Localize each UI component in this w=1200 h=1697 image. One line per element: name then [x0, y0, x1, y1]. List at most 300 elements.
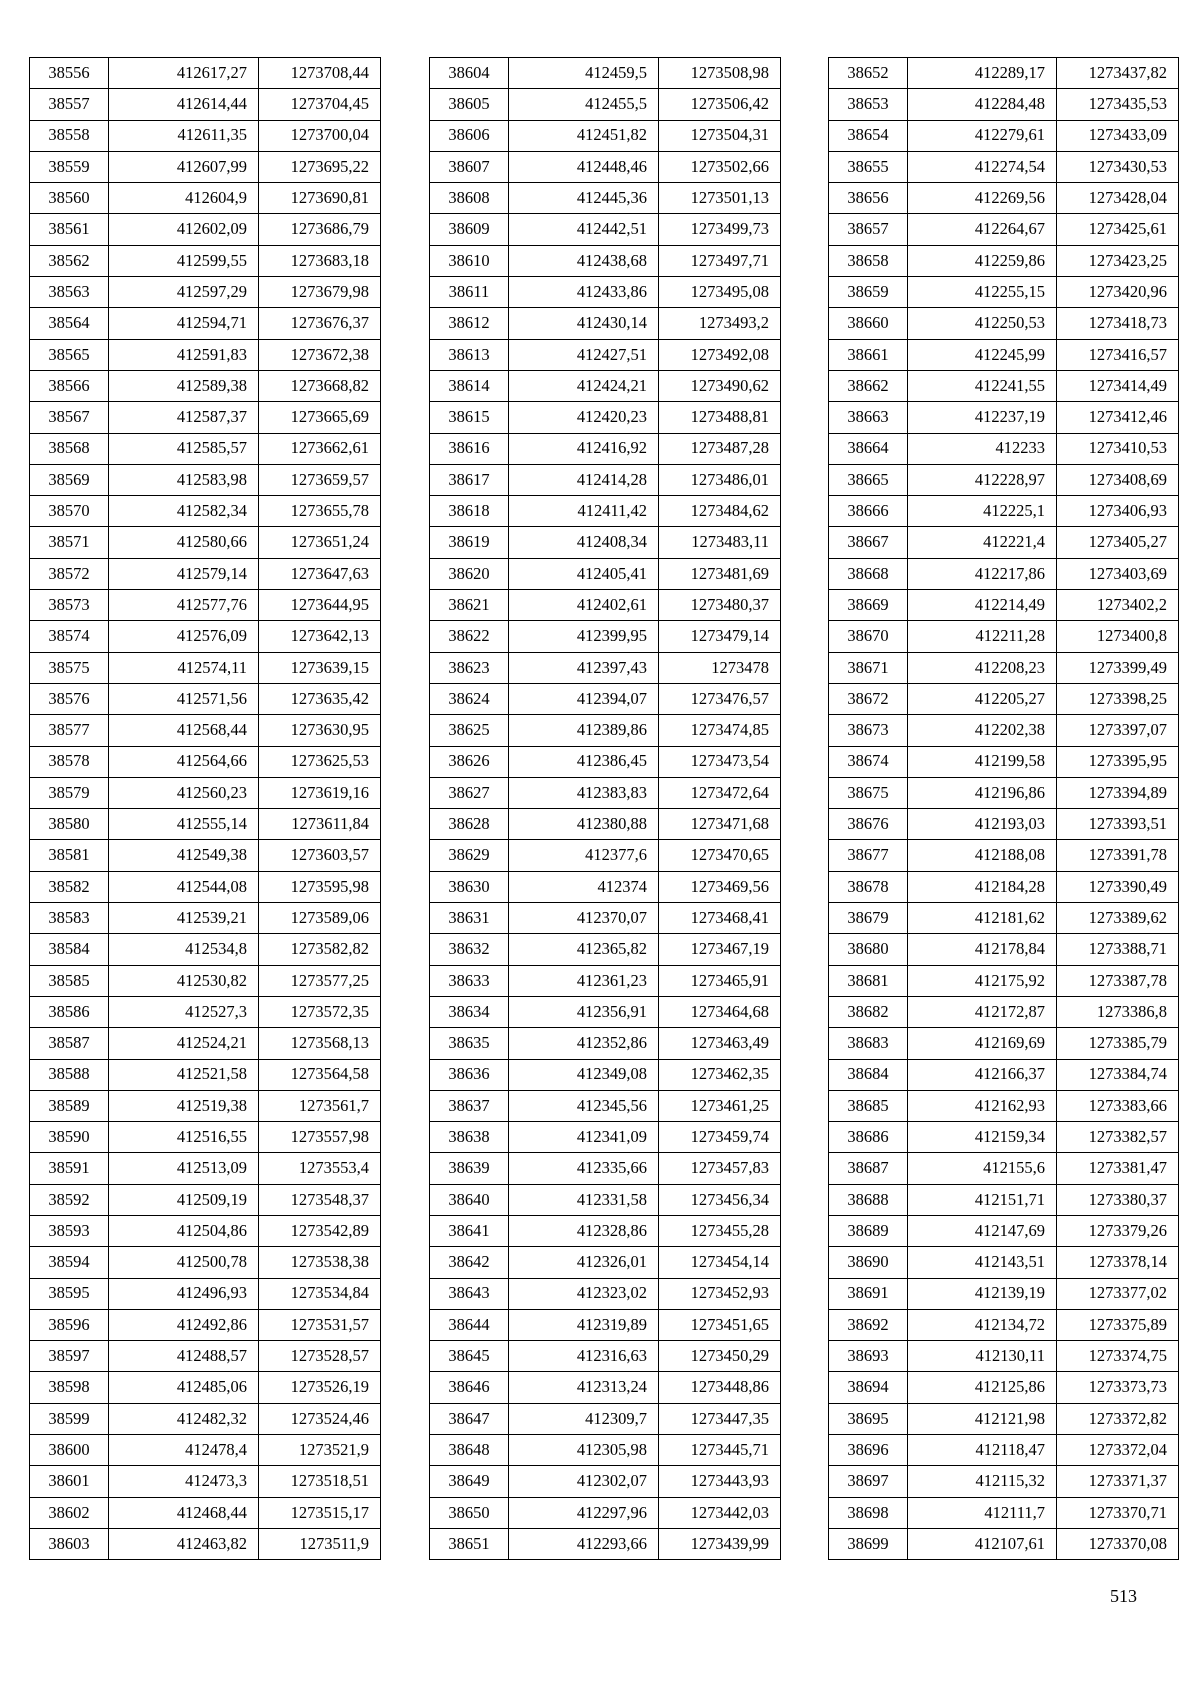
x-coordinate-cell: 412614,44 — [109, 89, 259, 120]
point-number-cell: 38685 — [829, 1090, 908, 1121]
x-coordinate-cell: 412594,71 — [109, 308, 259, 339]
coordinates-table-1 — [29, 57, 381, 1560]
table-row — [829, 652, 1179, 683]
y-coordinate-cell: 1273463,49 — [659, 1028, 781, 1059]
table-row — [30, 1278, 381, 1309]
point-number-cell: 38696 — [829, 1435, 908, 1466]
table-row — [829, 464, 1179, 495]
y-coordinate-cell: 1273644,95 — [259, 590, 381, 621]
point-number-cell: 38675 — [829, 777, 908, 808]
y-coordinate-cell: 1273454,14 — [659, 1247, 781, 1278]
y-coordinate-cell: 1273708,44 — [259, 58, 381, 89]
y-coordinate-cell: 1273442,03 — [659, 1497, 781, 1528]
table-row — [829, 1028, 1179, 1059]
x-coordinate-cell: 412143,51 — [908, 1247, 1057, 1278]
x-coordinate-cell: 412319,89 — [509, 1309, 659, 1340]
table-row — [430, 151, 781, 182]
point-number-cell: 38697 — [829, 1466, 908, 1497]
y-coordinate-cell: 1273461,25 — [659, 1090, 781, 1121]
x-coordinate-cell: 412560,23 — [109, 777, 259, 808]
x-coordinate-cell: 412577,76 — [109, 590, 259, 621]
x-coordinate-cell: 412121,98 — [908, 1403, 1057, 1434]
table-row — [30, 903, 381, 934]
point-number-cell: 38568 — [30, 433, 109, 464]
x-coordinate-cell: 412445,36 — [509, 183, 659, 214]
x-coordinate-cell: 412217,86 — [908, 558, 1057, 589]
y-coordinate-cell: 1273686,79 — [259, 214, 381, 245]
table-row — [829, 1215, 1179, 1246]
point-number-cell: 38601 — [30, 1466, 109, 1497]
y-coordinate-cell: 1273398,25 — [1057, 683, 1179, 714]
point-number-cell: 38639 — [430, 1153, 509, 1184]
y-coordinate-cell: 1273497,71 — [659, 245, 781, 276]
point-number-cell: 38589 — [30, 1090, 109, 1121]
x-coordinate-cell: 412433,86 — [509, 277, 659, 308]
y-coordinate-cell: 1273603,57 — [259, 840, 381, 871]
x-coordinate-cell: 412228,97 — [908, 464, 1057, 495]
y-coordinate-cell: 1273470,65 — [659, 840, 781, 871]
table-row — [430, 1090, 781, 1121]
x-coordinate-cell: 412345,56 — [509, 1090, 659, 1121]
y-coordinate-cell: 1273676,37 — [259, 308, 381, 339]
point-number-cell: 38672 — [829, 683, 908, 714]
point-number-cell: 38567 — [30, 402, 109, 433]
point-number-cell: 38621 — [430, 590, 509, 621]
point-number-cell: 38614 — [430, 370, 509, 401]
table-row — [30, 558, 381, 589]
x-coordinate-cell: 412524,21 — [109, 1028, 259, 1059]
table-row — [829, 1090, 1179, 1121]
coordinates-table-2 — [429, 57, 781, 1560]
y-coordinate-cell: 1273557,98 — [259, 1122, 381, 1153]
table-row — [430, 1184, 781, 1215]
y-coordinate-cell: 1273668,82 — [259, 370, 381, 401]
table-row — [829, 746, 1179, 777]
x-coordinate-cell: 412478,4 — [109, 1435, 259, 1466]
point-number-cell: 38624 — [430, 683, 509, 714]
point-number-cell: 38592 — [30, 1184, 109, 1215]
x-coordinate-cell: 412297,96 — [509, 1497, 659, 1528]
y-coordinate-cell: 1273372,82 — [1057, 1403, 1179, 1434]
table-row — [30, 1372, 381, 1403]
x-coordinate-cell: 412463,82 — [109, 1528, 259, 1559]
y-coordinate-cell: 1273410,53 — [1057, 433, 1179, 464]
point-number-cell: 38694 — [829, 1372, 908, 1403]
x-coordinate-cell: 412328,86 — [509, 1215, 659, 1246]
y-coordinate-cell: 1273471,68 — [659, 809, 781, 840]
point-number-cell: 38641 — [430, 1215, 509, 1246]
y-coordinate-cell: 1273437,82 — [1057, 58, 1179, 89]
y-coordinate-cell: 1273478 — [659, 652, 781, 683]
point-number-cell: 38633 — [430, 965, 509, 996]
table-row — [430, 1278, 781, 1309]
table-row — [30, 1215, 381, 1246]
table-row — [430, 402, 781, 433]
x-coordinate-cell: 412365,82 — [509, 934, 659, 965]
point-number-cell: 38670 — [829, 621, 908, 652]
table-row — [430, 777, 781, 808]
point-number-cell: 38566 — [30, 370, 109, 401]
y-coordinate-cell: 1273378,14 — [1057, 1247, 1179, 1278]
table-row — [829, 715, 1179, 746]
table-row — [430, 683, 781, 714]
table-row — [430, 1403, 781, 1434]
x-coordinate-cell: 412571,56 — [109, 683, 259, 714]
point-number-cell: 38657 — [829, 214, 908, 245]
point-number-cell: 38584 — [30, 934, 109, 965]
x-coordinate-cell: 412309,7 — [509, 1403, 659, 1434]
point-number-cell: 38597 — [30, 1341, 109, 1372]
table-row — [829, 1372, 1179, 1403]
x-coordinate-cell: 412356,91 — [509, 996, 659, 1027]
point-number-cell: 38649 — [430, 1466, 509, 1497]
table-row — [829, 277, 1179, 308]
x-coordinate-cell: 412107,61 — [908, 1528, 1057, 1559]
y-coordinate-cell: 1273465,91 — [659, 965, 781, 996]
point-number-cell: 38665 — [829, 464, 908, 495]
table-row — [30, 1028, 381, 1059]
x-coordinate-cell: 412408,34 — [509, 527, 659, 558]
x-coordinate-cell: 412147,69 — [908, 1215, 1057, 1246]
table-row — [430, 527, 781, 558]
y-coordinate-cell: 1273502,66 — [659, 151, 781, 182]
y-coordinate-cell: 1273420,96 — [1057, 277, 1179, 308]
x-coordinate-cell: 412305,98 — [509, 1435, 659, 1466]
table-row — [30, 1403, 381, 1434]
point-number-cell: 38680 — [829, 934, 908, 965]
y-coordinate-cell: 1273387,78 — [1057, 965, 1179, 996]
y-coordinate-cell: 1273381,47 — [1057, 1153, 1179, 1184]
x-coordinate-cell: 412591,83 — [109, 339, 259, 370]
x-coordinate-cell: 412335,66 — [509, 1153, 659, 1184]
point-number-cell: 38595 — [30, 1278, 109, 1309]
x-coordinate-cell: 412313,24 — [509, 1372, 659, 1403]
x-coordinate-cell: 412599,55 — [109, 245, 259, 276]
y-coordinate-cell: 1273564,58 — [259, 1059, 381, 1090]
x-coordinate-cell: 412370,07 — [509, 903, 659, 934]
x-coordinate-cell: 412544,08 — [109, 871, 259, 902]
y-coordinate-cell: 1273639,15 — [259, 652, 381, 683]
table-row — [30, 214, 381, 245]
x-coordinate-cell: 412496,93 — [109, 1278, 259, 1309]
x-coordinate-cell: 412500,78 — [109, 1247, 259, 1278]
point-number-cell: 38587 — [30, 1028, 109, 1059]
y-coordinate-cell: 1273450,29 — [659, 1341, 781, 1372]
point-number-cell: 38692 — [829, 1309, 908, 1340]
y-coordinate-cell: 1273371,37 — [1057, 1466, 1179, 1497]
y-coordinate-cell: 1273374,75 — [1057, 1341, 1179, 1372]
x-coordinate-cell: 412380,88 — [509, 809, 659, 840]
x-coordinate-cell: 412539,21 — [109, 903, 259, 934]
x-coordinate-cell: 412579,14 — [109, 558, 259, 589]
point-number-cell: 38650 — [430, 1497, 509, 1528]
table-row — [430, 277, 781, 308]
point-number-cell: 38652 — [829, 58, 908, 89]
y-coordinate-cell: 1273433,09 — [1057, 120, 1179, 151]
y-coordinate-cell: 1273495,08 — [659, 277, 781, 308]
y-coordinate-cell: 1273373,73 — [1057, 1372, 1179, 1403]
y-coordinate-cell: 1273625,53 — [259, 746, 381, 777]
x-coordinate-cell: 412316,63 — [509, 1341, 659, 1372]
table-row — [829, 1466, 1179, 1497]
table-row — [30, 1528, 381, 1559]
point-number-cell: 38605 — [430, 89, 509, 120]
table-row — [30, 151, 381, 182]
x-coordinate-cell: 412259,86 — [908, 245, 1057, 276]
table-row — [430, 308, 781, 339]
x-coordinate-cell: 412424,21 — [509, 370, 659, 401]
table-row — [30, 89, 381, 120]
y-coordinate-cell: 1273487,28 — [659, 433, 781, 464]
table-row — [430, 1341, 781, 1372]
y-coordinate-cell: 1273455,28 — [659, 1215, 781, 1246]
y-coordinate-cell: 1273479,14 — [659, 621, 781, 652]
point-number-cell: 38583 — [30, 903, 109, 934]
point-number-cell: 38559 — [30, 151, 109, 182]
x-coordinate-cell: 412519,38 — [109, 1090, 259, 1121]
table-row — [430, 1028, 781, 1059]
y-coordinate-cell: 1273483,11 — [659, 527, 781, 558]
y-coordinate-cell: 1273484,62 — [659, 496, 781, 527]
table-row — [829, 245, 1179, 276]
x-coordinate-cell: 412564,66 — [109, 746, 259, 777]
table-row — [829, 1059, 1179, 1090]
x-coordinate-cell: 412448,46 — [509, 151, 659, 182]
point-number-cell: 38659 — [829, 277, 908, 308]
x-coordinate-cell: 412597,29 — [109, 277, 259, 308]
point-number-cell: 38561 — [30, 214, 109, 245]
point-number-cell: 38653 — [829, 89, 908, 120]
point-number-cell: 38563 — [30, 277, 109, 308]
table-row — [430, 1309, 781, 1340]
table-row — [430, 621, 781, 652]
table-row — [30, 183, 381, 214]
y-coordinate-cell: 1273405,27 — [1057, 527, 1179, 558]
table-row — [430, 965, 781, 996]
point-number-cell: 38689 — [829, 1215, 908, 1246]
point-number-cell: 38615 — [430, 402, 509, 433]
y-coordinate-cell: 1273486,01 — [659, 464, 781, 495]
x-coordinate-cell: 412196,86 — [908, 777, 1057, 808]
point-number-cell: 38590 — [30, 1122, 109, 1153]
y-coordinate-cell: 1273651,24 — [259, 527, 381, 558]
y-coordinate-cell: 1273418,73 — [1057, 308, 1179, 339]
x-coordinate-cell: 412430,14 — [509, 308, 659, 339]
table-row — [30, 871, 381, 902]
y-coordinate-cell: 1273488,81 — [659, 402, 781, 433]
y-coordinate-cell: 1273408,69 — [1057, 464, 1179, 495]
point-number-cell: 38683 — [829, 1028, 908, 1059]
y-coordinate-cell: 1273468,41 — [659, 903, 781, 934]
table-row — [829, 590, 1179, 621]
table-row — [829, 840, 1179, 871]
y-coordinate-cell: 1273469,56 — [659, 871, 781, 902]
x-coordinate-cell: 412451,82 — [509, 120, 659, 151]
x-coordinate-cell: 412527,3 — [109, 996, 259, 1027]
x-coordinate-cell: 412530,82 — [109, 965, 259, 996]
y-coordinate-cell: 1273414,49 — [1057, 370, 1179, 401]
point-number-cell: 38656 — [829, 183, 908, 214]
point-number-cell: 38645 — [430, 1341, 509, 1372]
x-coordinate-cell: 412162,93 — [908, 1090, 1057, 1121]
point-number-cell: 38586 — [30, 996, 109, 1027]
table-row — [430, 903, 781, 934]
y-coordinate-cell: 1273403,69 — [1057, 558, 1179, 589]
table-row — [829, 89, 1179, 120]
y-coordinate-cell: 1273683,18 — [259, 245, 381, 276]
table-row — [829, 809, 1179, 840]
point-number-cell: 38611 — [430, 277, 509, 308]
x-coordinate-cell: 412485,06 — [109, 1372, 259, 1403]
point-number-cell: 38596 — [30, 1309, 109, 1340]
x-coordinate-cell: 412269,56 — [908, 183, 1057, 214]
x-coordinate-cell: 412139,19 — [908, 1278, 1057, 1309]
y-coordinate-cell: 1273377,02 — [1057, 1278, 1179, 1309]
y-coordinate-cell: 1273577,25 — [259, 965, 381, 996]
y-coordinate-cell: 1273389,62 — [1057, 903, 1179, 934]
point-number-cell: 38678 — [829, 871, 908, 902]
y-coordinate-cell: 1273499,73 — [659, 214, 781, 245]
y-coordinate-cell: 1273659,57 — [259, 464, 381, 495]
point-number-cell: 38673 — [829, 715, 908, 746]
y-coordinate-cell: 1273492,08 — [659, 339, 781, 370]
point-number-cell: 38575 — [30, 652, 109, 683]
table-row — [829, 1153, 1179, 1184]
point-number-cell: 38599 — [30, 1403, 109, 1434]
x-coordinate-cell: 412151,71 — [908, 1184, 1057, 1215]
point-number-cell: 38630 — [430, 871, 509, 902]
point-number-cell: 38627 — [430, 777, 509, 808]
table-row — [829, 527, 1179, 558]
point-number-cell: 38688 — [829, 1184, 908, 1215]
point-number-cell: 38698 — [829, 1497, 908, 1528]
table-row — [30, 370, 381, 401]
point-number-cell: 38625 — [430, 715, 509, 746]
y-coordinate-cell: 1273443,93 — [659, 1466, 781, 1497]
point-number-cell: 38664 — [829, 433, 908, 464]
y-coordinate-cell: 1273589,06 — [259, 903, 381, 934]
table-row — [430, 1122, 781, 1153]
y-coordinate-cell: 1273380,37 — [1057, 1184, 1179, 1215]
x-coordinate-cell: 412341,09 — [509, 1122, 659, 1153]
y-coordinate-cell: 1273568,13 — [259, 1028, 381, 1059]
point-number-cell: 38565 — [30, 339, 109, 370]
y-coordinate-cell: 1273521,9 — [259, 1435, 381, 1466]
y-coordinate-cell: 1273526,19 — [259, 1372, 381, 1403]
y-coordinate-cell: 1273393,51 — [1057, 809, 1179, 840]
y-coordinate-cell: 1273504,31 — [659, 120, 781, 151]
x-coordinate-cell: 412361,23 — [509, 965, 659, 996]
x-coordinate-cell: 412374 — [509, 871, 659, 902]
table-row — [430, 245, 781, 276]
x-coordinate-cell: 412473,3 — [109, 1466, 259, 1497]
point-number-cell: 38640 — [430, 1184, 509, 1215]
x-coordinate-cell: 412289,17 — [908, 58, 1057, 89]
point-number-cell: 38669 — [829, 590, 908, 621]
point-number-cell: 38612 — [430, 308, 509, 339]
table-row — [30, 308, 381, 339]
table-row — [30, 777, 381, 808]
y-coordinate-cell: 1273386,8 — [1057, 996, 1179, 1027]
table-row — [829, 308, 1179, 339]
y-coordinate-cell: 1273524,46 — [259, 1403, 381, 1434]
x-coordinate-cell: 412416,92 — [509, 433, 659, 464]
point-number-cell: 38591 — [30, 1153, 109, 1184]
table-row — [829, 496, 1179, 527]
point-number-cell: 38603 — [30, 1528, 109, 1559]
x-coordinate-cell: 412181,62 — [908, 903, 1057, 934]
point-number-cell: 38564 — [30, 308, 109, 339]
y-coordinate-cell: 1273472,64 — [659, 777, 781, 808]
point-number-cell: 38607 — [430, 151, 509, 182]
x-coordinate-cell: 412155,6 — [908, 1153, 1057, 1184]
x-coordinate-cell: 412580,66 — [109, 527, 259, 558]
x-coordinate-cell: 412574,11 — [109, 652, 259, 683]
y-coordinate-cell: 1273425,61 — [1057, 214, 1179, 245]
y-coordinate-cell: 1273382,57 — [1057, 1122, 1179, 1153]
point-number-cell: 38646 — [430, 1372, 509, 1403]
y-coordinate-cell: 1273439,99 — [659, 1528, 781, 1559]
y-coordinate-cell: 1273480,37 — [659, 590, 781, 621]
point-number-cell: 38623 — [430, 652, 509, 683]
y-coordinate-cell: 1273447,35 — [659, 1403, 781, 1434]
point-number-cell: 38636 — [430, 1059, 509, 1090]
table-row — [829, 1403, 1179, 1434]
x-coordinate-cell: 412582,34 — [109, 496, 259, 527]
point-number-cell: 38594 — [30, 1247, 109, 1278]
table-row — [430, 746, 781, 777]
y-coordinate-cell: 1273490,62 — [659, 370, 781, 401]
x-coordinate-cell: 412411,42 — [509, 496, 659, 527]
table-row — [829, 214, 1179, 245]
table-row — [430, 809, 781, 840]
point-number-cell: 38609 — [430, 214, 509, 245]
point-number-cell: 38699 — [829, 1528, 908, 1559]
table-row — [829, 1341, 1179, 1372]
table-row — [829, 934, 1179, 965]
table-row — [430, 996, 781, 1027]
y-coordinate-cell: 1273383,66 — [1057, 1090, 1179, 1121]
table-row — [430, 89, 781, 120]
x-coordinate-cell: 412241,55 — [908, 370, 1057, 401]
x-coordinate-cell: 412111,7 — [908, 1497, 1057, 1528]
x-coordinate-cell: 412468,44 — [109, 1497, 259, 1528]
y-coordinate-cell: 1273384,74 — [1057, 1059, 1179, 1090]
table-row — [30, 996, 381, 1027]
table-row — [30, 1341, 381, 1372]
point-number-cell: 38677 — [829, 840, 908, 871]
x-coordinate-cell: 412225,1 — [908, 496, 1057, 527]
y-coordinate-cell: 1273665,69 — [259, 402, 381, 433]
point-number-cell: 38562 — [30, 245, 109, 276]
x-coordinate-cell: 412602,09 — [109, 214, 259, 245]
x-coordinate-cell: 412455,5 — [509, 89, 659, 120]
x-coordinate-cell: 412442,51 — [509, 214, 659, 245]
y-coordinate-cell: 1273611,84 — [259, 809, 381, 840]
point-number-cell: 38620 — [430, 558, 509, 589]
x-coordinate-cell: 412202,38 — [908, 715, 1057, 746]
point-number-cell: 38693 — [829, 1341, 908, 1372]
table-row — [430, 370, 781, 401]
y-coordinate-cell: 1273630,95 — [259, 715, 381, 746]
table-row — [30, 1466, 381, 1497]
point-number-cell: 38686 — [829, 1122, 908, 1153]
table-row — [30, 652, 381, 683]
x-coordinate-cell: 412323,02 — [509, 1278, 659, 1309]
x-coordinate-cell: 412214,49 — [908, 590, 1057, 621]
y-coordinate-cell: 1273647,63 — [259, 558, 381, 589]
y-coordinate-cell: 1273370,71 — [1057, 1497, 1179, 1528]
